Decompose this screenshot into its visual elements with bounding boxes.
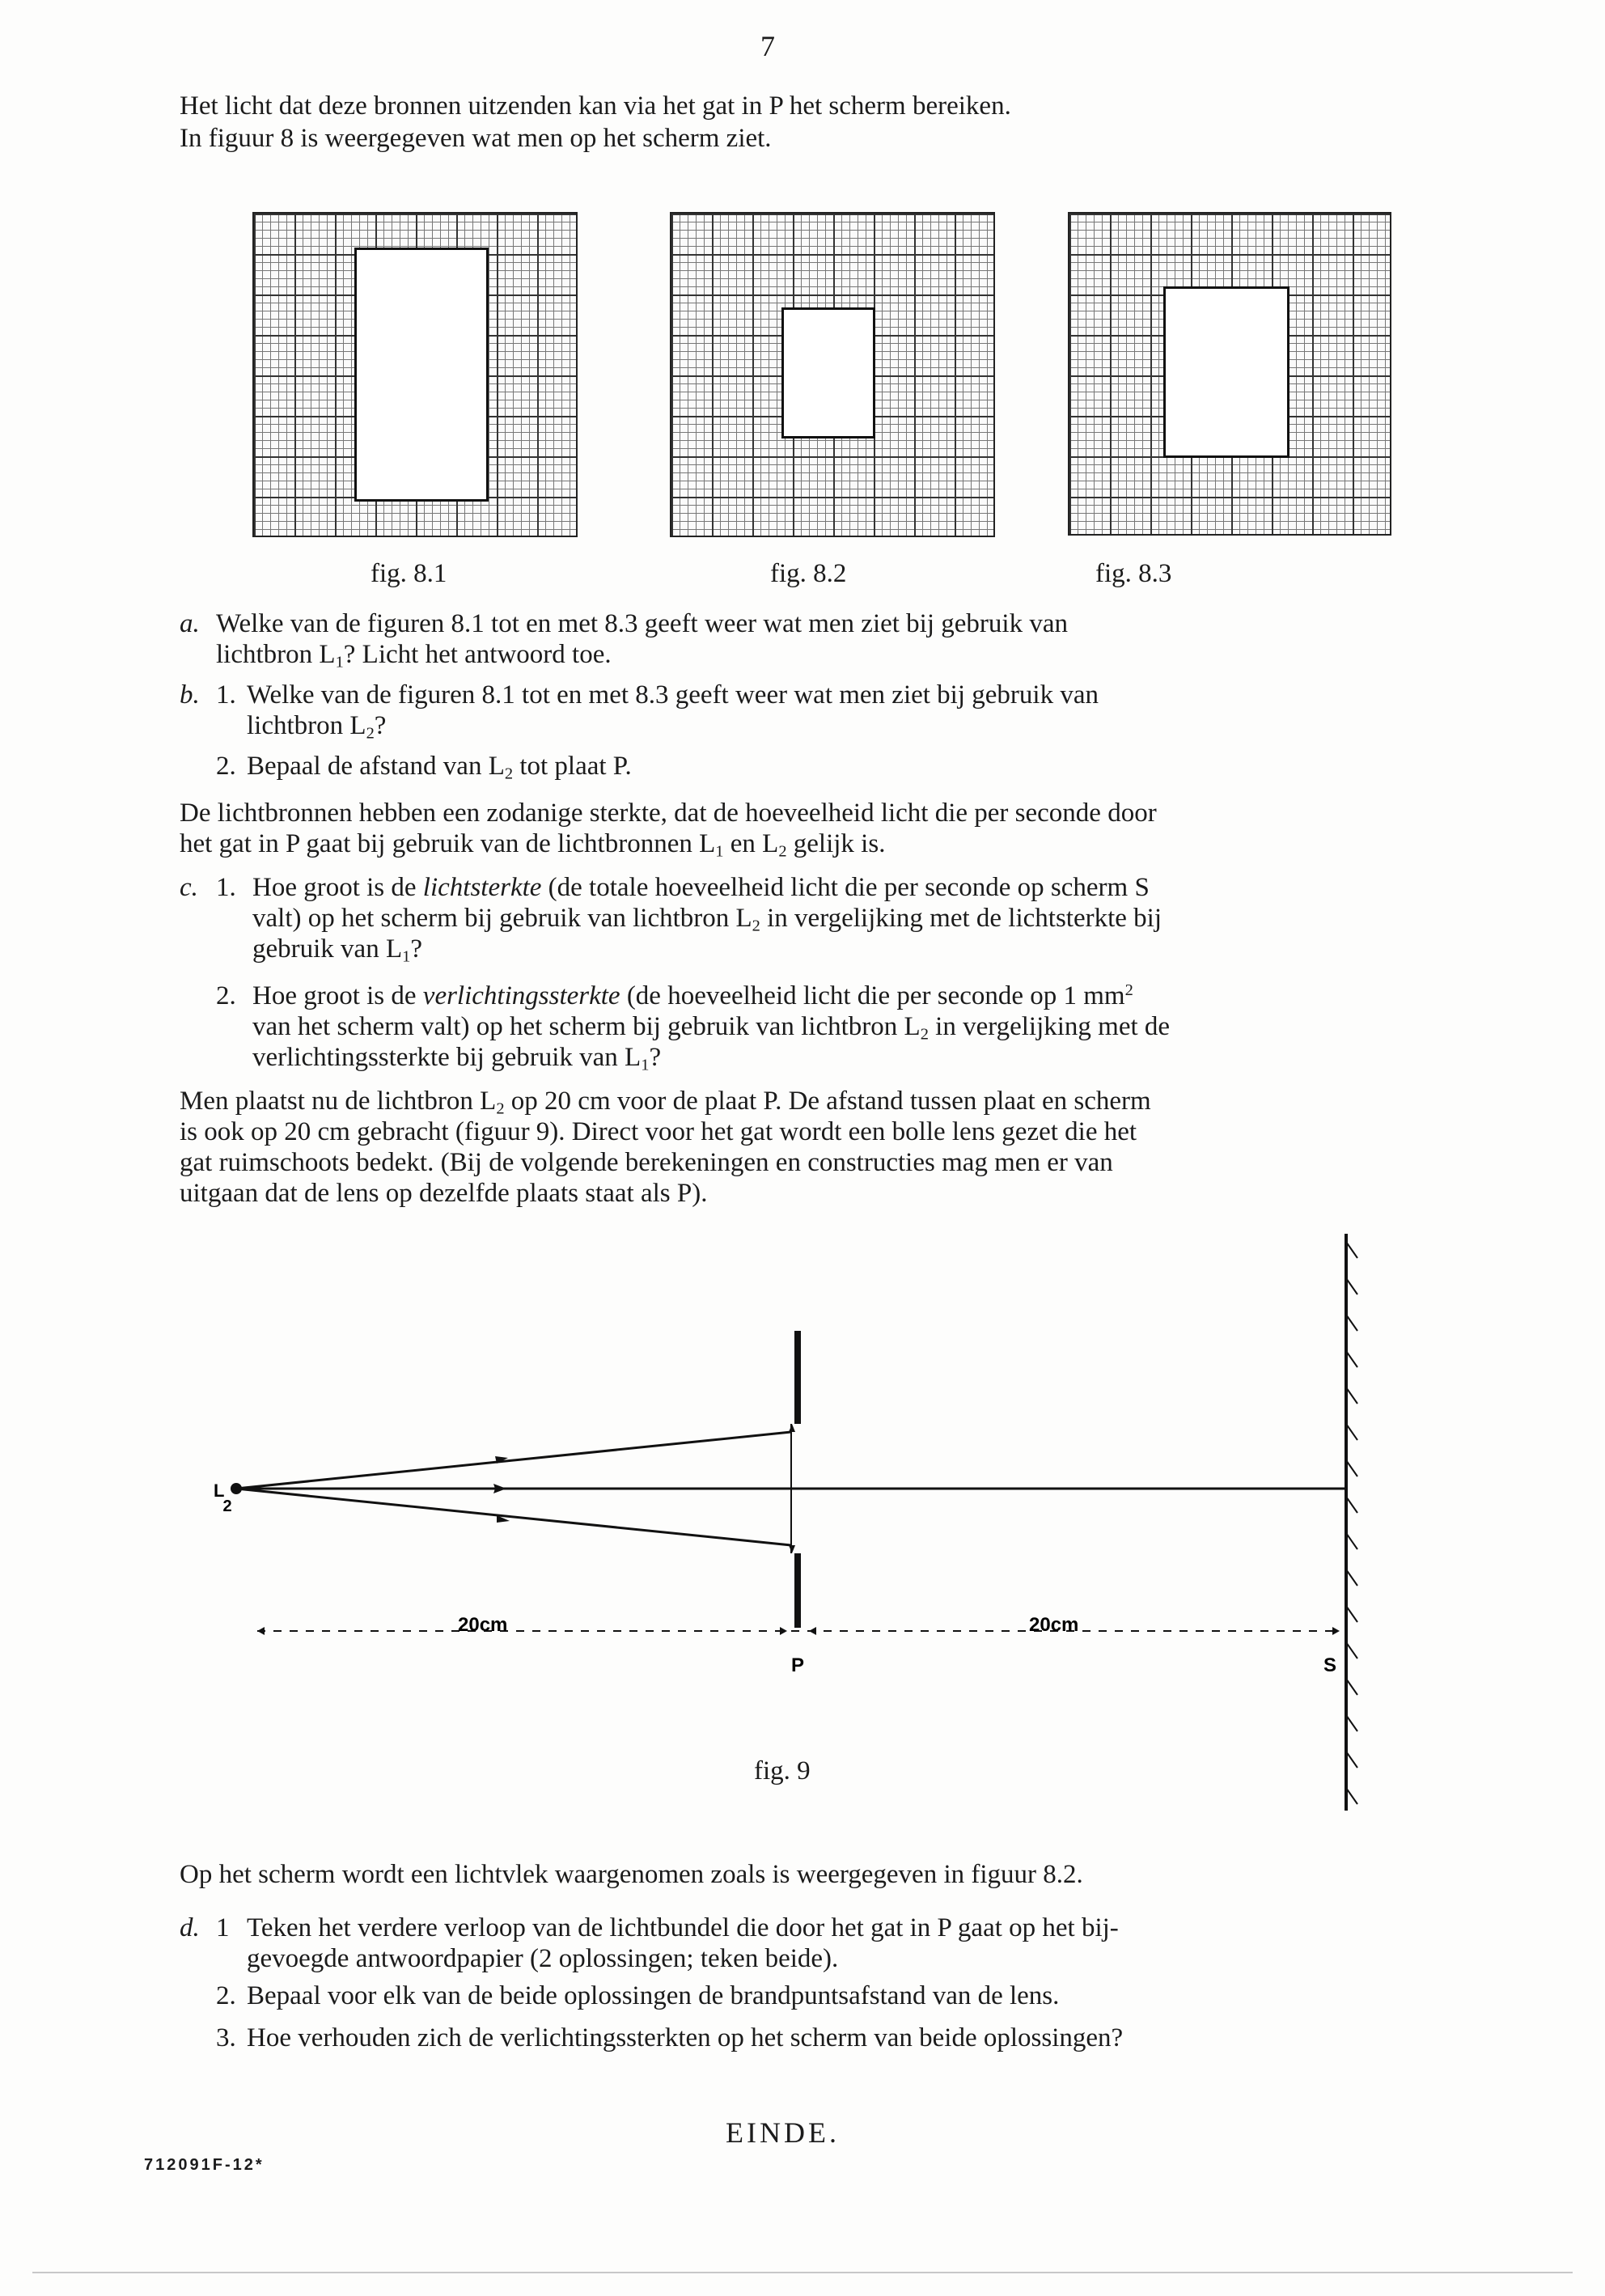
question-d2-text: Bepaal voor elk van de beide oplossingen de brandpuntsafstand van de lens. [247,1981,1060,2010]
ray-lower [236,1489,791,1545]
page-number: 7 [760,30,775,62]
question-b1-number: 1. [216,680,236,710]
document-code: 712091F-12* [144,2156,265,2174]
question-c2-line-3: verlichtingssterkte bij gebruik van $L_1$? [252,1043,662,1074]
fig-8-2-caption: fig. 8.2 [770,559,847,588]
question-d2-number: 2. [216,1981,236,2010]
fig-8-1-caption: fig. 8.1 [371,559,447,588]
question-a-label: a. [180,609,200,638]
paragraph-lens-line-1: Men plaatst nu de lichtbron $L_2$ op 20 cm voor de plaat P. De afstand tussen plaat en scherm [180,1087,1151,1118]
question-c2-line-1: Hoe groot is de verlichtingssterkte (de hoeveelheid licht die per seconde op 1 $mm^2$ [252,981,1133,1010]
question-c1-line-1: Hoe groot is de lichtsterkte (de totale hoeveelheid licht die per seconde op scherm S [252,873,1150,902]
question-c1-line-3: gebruik van $L_1$? [252,934,422,966]
hole-lower-arrow [789,1545,795,1553]
question-d1-line-2: gevoegde antwoordpapier (2 oplossingen; teken beide). [247,1944,839,1973]
ray-upper [236,1432,791,1489]
plate-label-p: P [791,1654,805,1676]
question-c-label: c. [180,873,198,902]
fig-8-3-caption: fig. 8.3 [1095,559,1172,588]
paragraph-lens-line-3: gat ruimschoots bedekt. (Bij de volgende berekeningen en constructies mag men er van [180,1148,1113,1177]
question-a-line-1: Welke van de figuren 8.1 tot en met 8.3 geeft weer wat men ziet bij gebruik van [216,609,1068,638]
paragraph-lens-line-4: uitgaan dat de lens op dezelfde plaats staat als P). [180,1179,708,1208]
question-d3-number: 3. [216,2023,236,2052]
paragraph-light-amount-line-1: De lichtbronnen hebben een zodanige sterkte, dat de hoeveelheid licht die per seconde door [180,799,1157,828]
paragraph-lens-line-2: is ook op 20 cm gebracht (figuur 9). Direct voor het gat wordt een bolle lens gezet die het [180,1117,1137,1146]
screen-s-hatching [1346,1242,1357,1804]
question-a-line-2: lichtbron $L_1$? Licht het antwoord toe. [216,640,612,671]
distance-mid-arrow-left [780,1627,787,1635]
fig-9-caption: fig. 9 [754,1756,811,1786]
axis-arrow [493,1484,506,1493]
question-c2-line-2: van het scherm valt) op het scherm bij gebruik van lichtbron $L_2$ in vergelijking met de [252,1012,1171,1044]
distance-label-1: 20cm [458,1614,508,1636]
question-d1-number: 1 [216,1913,230,1942]
distance-label-2: 20cm [1029,1614,1079,1636]
page-bottom-rule [32,2272,1573,2273]
question-b1-line-1: Welke van de figuren 8.1 tot en met 8.3 geeft weer wat men ziet bij gebruik van [247,680,1099,710]
question-c1-number: 1. [216,873,236,902]
question-c2-number: 2. [216,981,236,1010]
question-d1-line-1: Teken het verdere verloop van de lichtbundel die door het gat in P gaat op het bij- [247,1913,1119,1942]
screen-label-s: S [1323,1654,1337,1676]
question-b2-text: Bepaal de afstand van $L_2$ tot plaat P. [247,752,632,783]
distance-left-arrow [257,1627,265,1635]
paragraph-light-amount-line-2: het gat in P gaat bij gebruik van de lichtbronnen $L_1$ en $L_2$ gelijk is. [180,829,886,861]
intro-line-2: In figuur 8 is weergegeven wat men op het scherm ziet. [180,124,772,153]
distance-right-arrow [1332,1627,1340,1635]
question-b2-number: 2. [216,752,236,781]
question-d3-text: Hoe verhouden zich de verlichtingssterkten op het scherm van beide oplossingen? [247,2023,1124,2052]
distance-mid-arrow-right [809,1627,816,1635]
question-b-label: b. [180,680,200,710]
intro-line-1: Het licht dat deze bronnen uitzenden kan via het gat in P het scherm bereiken. [180,91,1011,121]
source-label-l: L 2 [214,1481,232,1515]
hole-upper-arrow [789,1424,795,1432]
question-b1-line-2: lichtbron $L_2$? [247,711,387,743]
question-c1-line-2: valt) op het scherm bij gebruik van lichtbron $L_2$ in vergelijking met de lichtsterkte bij [252,904,1162,935]
end-marker: EINDE. [726,2116,840,2149]
question-d-label: d. [180,1913,200,1942]
observation-text: Op het scherm wordt een lichtvlek waargenomen zoals is weergegeven in figuur 8.2. [180,1860,1083,1889]
